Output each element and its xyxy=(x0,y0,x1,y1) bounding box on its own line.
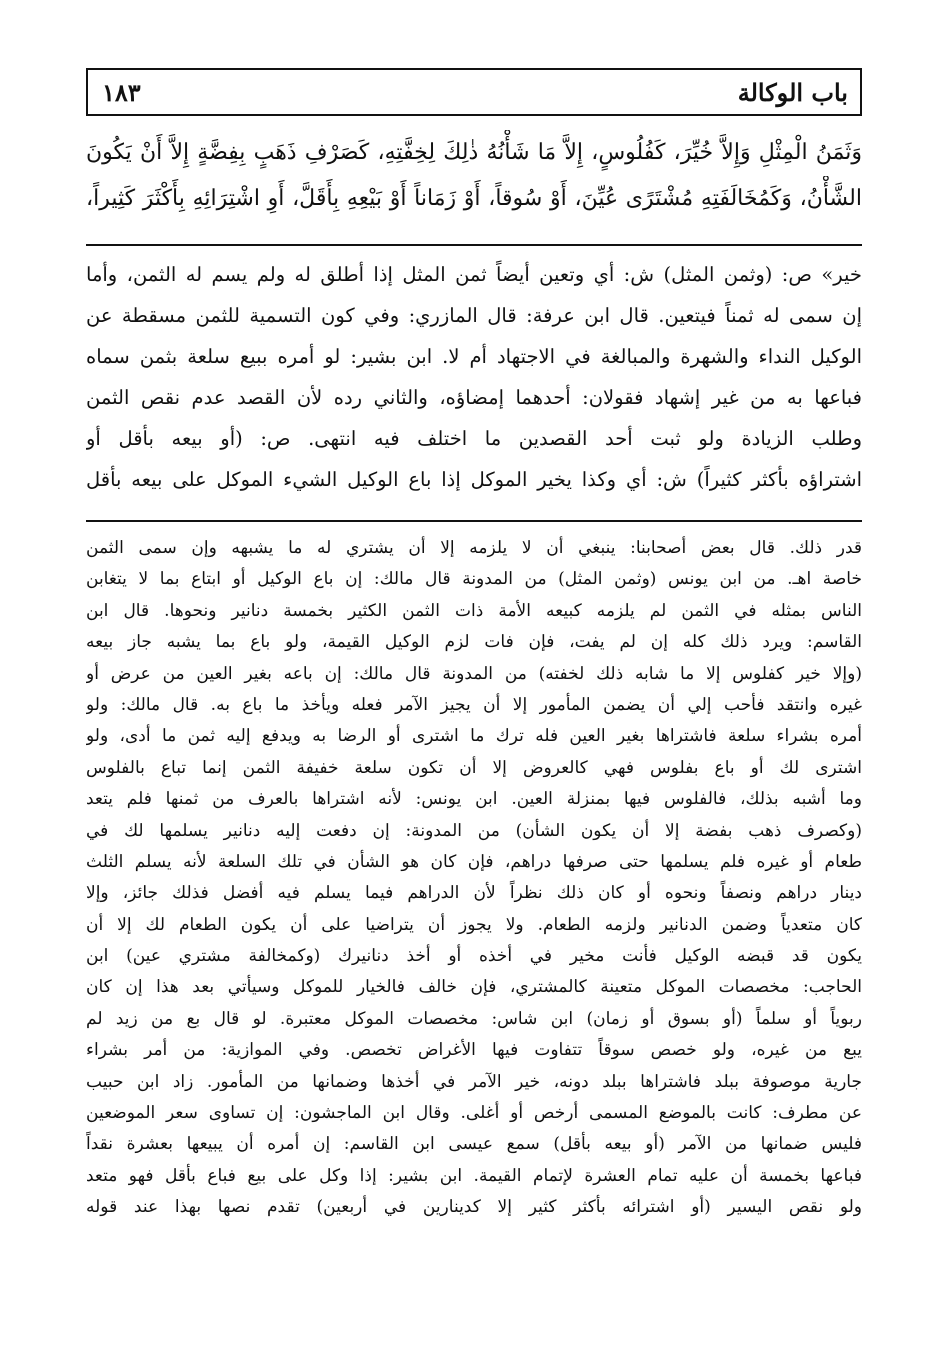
footnote-line: (وكصرف ذهب بفضة إلا أن يكون الشأن) من المدونة: إن دفعت إليه دنانير يسلمها لك في xyxy=(86,820,862,841)
page-number: ١٨٣ xyxy=(102,78,141,107)
commentary-line: اشتراؤه بأكثر كثيراً) ش: أي وكذا يخير الموكل إذا باع الوكيل الشيء الموكل على بيعه بأقل xyxy=(86,468,862,491)
commentary-line: فباعها به من غير إشهاد فقولان: أحدهما إمضاؤه، والثاني رده لأن القصد عدم نقص الثمن xyxy=(86,386,862,409)
footnote-line: اشترى لك أو باع بفلوس فهي كالعروض إلا أن تكون سلعة خفيفة الثمن إنما تباع بالفلوس xyxy=(86,757,862,778)
footnote-line: الحاجب: مخصصات الموكل متعينة كالمشتري، فإن خالف فالخيار للموكل وسيأتي بعد هذا إن كان xyxy=(86,977,862,998)
footnote-line: دينار دراهم ونصفاً ونحوه أو كان ذلك نظراً لأن الدراهم فيما يسلم فيه أفضل فذلك جائز، وإلا xyxy=(86,883,862,904)
footnote-line: وما أشبه بذلك، فالفلوس فيها بمنزلة العين. ابن يونس: لأنه اشتراها بالعرف من ثمنها فلم يتعد xyxy=(86,789,862,810)
commentary-line: الوكيل النداء والشهرة والمبالغة في الاجتهاد أم لا. ابن بشير: لو أمره ببيع سلعة بثمن سماه xyxy=(86,345,862,368)
footnote-line: ربوياً أو سلماً (أو بسوق أو زمان) ابن شاس: مخصصات الموكل معتبرة. لو قال بع من زيد لم xyxy=(86,1008,862,1029)
footnote-line: عن مطرف: كانت بالموضع المسمى أرخص أو أغلى. وقال ابن الماجشون: إن تساوى سعر الموضعين xyxy=(86,1103,862,1124)
main-text-line: الشَّأْنُ، وَكَمُخَالَفَتِهِ مُشْتَرًى عُيِّنَ، أَوْ سُوقاً، أَوْ زَمَاناً أَوْ بَيْعِهِ بِأَقَلَّ، أَوِ اشْتِرَائِهِ بِأَكْثَرَ كَثِيراً، xyxy=(86,186,862,211)
footnote-line: أمره بشراء سلعة فاشتراها بغير العين فله ترك ما اشترى أو الرضا به ويدفع إليه ثمن ما أدى، ولو xyxy=(86,726,862,747)
footnote-line: جارية موصوفة ببلد فاشتراها ببلد دونه، خير الآمر في أخذها وضمانها من المأمور. زاد ابن حبيب xyxy=(86,1071,862,1092)
footnote-line xyxy=(86,1255,862,1286)
footnote-line xyxy=(86,1286,862,1317)
divider-rule xyxy=(86,520,862,522)
footnote-line: فباعها بخمسة أن عليه تمام العشرة لإتمام القيمة. ابن بشير: إذا وكل على بيع فباع بأقل فهو متعد xyxy=(86,1165,862,1186)
footnote-line: غيره وانتقد فأحب إلي أن يضمن المأمور إلا أن يجيز الآمر فعله ويأخذ ما باع به. قال مالك: ولو xyxy=(86,694,862,715)
footnote-text xyxy=(86,533,862,1318)
main-text-line: وَثَمَنُ الْمِثْلِ وَإِلاَّ خُيِّرَ، كَفُلُوسٍ، إِلاَّ مَا شَأْنُهُ ذٰلِكَ لِخِفَّتِهِ، كَصَرْفِ ذَهَبٍ بِفِضَّةٍ إِلاَّ أَنْ يَكُونَ xyxy=(86,140,862,165)
divider-rule xyxy=(86,244,862,246)
commentary-line: إن سمى له ثمناً فيتعين. قال ابن عرفة: قال المازري: وفي كون التسمية للثمن مسقطة عن xyxy=(86,304,862,327)
footnote-line: خاصة اهـ. من ابن يونس (وثمن المثل) من المدونة قال مالك: إن باع الوكيل أو ابتاع بما لا يتغابن xyxy=(86,569,862,590)
commentary-line: خير» ص: (وثمن المثل) ش: أي وتعين أيضاً ثمن المثل إذا أطلق له ولم يسم له الثمن، وأما xyxy=(86,263,862,286)
main-text xyxy=(86,130,862,222)
footnote-line xyxy=(86,1224,862,1255)
footnote-line: كان متعدياً وضمن الدنانير ولزمه الطعام. ولا يجوز أن يتراضيا على أن يكون الطعام لك إلا أن xyxy=(86,914,862,935)
commentary-text xyxy=(86,254,862,500)
footnote-line: فليس ضمانها من الآمر (أو بيعه بأقل) سمع عيسى ابن القاسم: إن أمره أن يبيعها بعشرة نقداً xyxy=(86,1134,862,1155)
footnote-line: يكون قد قبضه الوكيل فأنت مخير في أخذه أو أخذ دنانيرك (وكمخالفة مشتري عين) ابن xyxy=(86,946,862,967)
footnote-line: الناس بمثله في الثمن لم يلزمه كبيعه الأمة ذات الثمن الكثير بخمسة دنانير ونحوها. قال ابن xyxy=(86,600,862,621)
page-header xyxy=(86,68,862,116)
footnote-line: ولو نقص اليسير (أو اشترائه بأكثر كثير إلا كدينارين في أربعين) تقدم نصها بهذا عند قوله xyxy=(86,1197,862,1218)
commentary-line: وطلب الزيادة ولو ثبت أحد القصدين ما اختلف فيه انتهى. ص: (أو بيعه بأقل أو xyxy=(86,427,862,450)
footnote-line: القاسم: ويرد ذلك كله إن لم يفت، فإن فات لزم الوكيل القيمة، ولو باع بما يشبه جاز بيعه xyxy=(86,632,862,653)
footnote-line: طعام أو غيره فلم يسلمها حتى صرفها دراهم، فإن كان هو الشأن في تلك السلعة لأنه يسلم الثلث xyxy=(86,851,862,872)
footnote-line: (وإلا خير كفلوس إلا ما شابه ذلك لخفته) من المدونة قال مالك: إن باعه بغير العين من عرض أو xyxy=(86,663,862,684)
chapter-title: باب الوكالة xyxy=(737,78,848,107)
footnote-line: يبع من غيره، ولو خصص سوقاً تتفاوت فيها الأغراض تخصص. وفي الموازية: من أمر بشراء xyxy=(86,1040,862,1061)
footnote-line: قدر ذلك. قال بعض أصحابنا: ينبغي أن لا يلزمه إلا أن يشتري له ما يشبهه وإن سمى الثمن xyxy=(86,538,862,558)
